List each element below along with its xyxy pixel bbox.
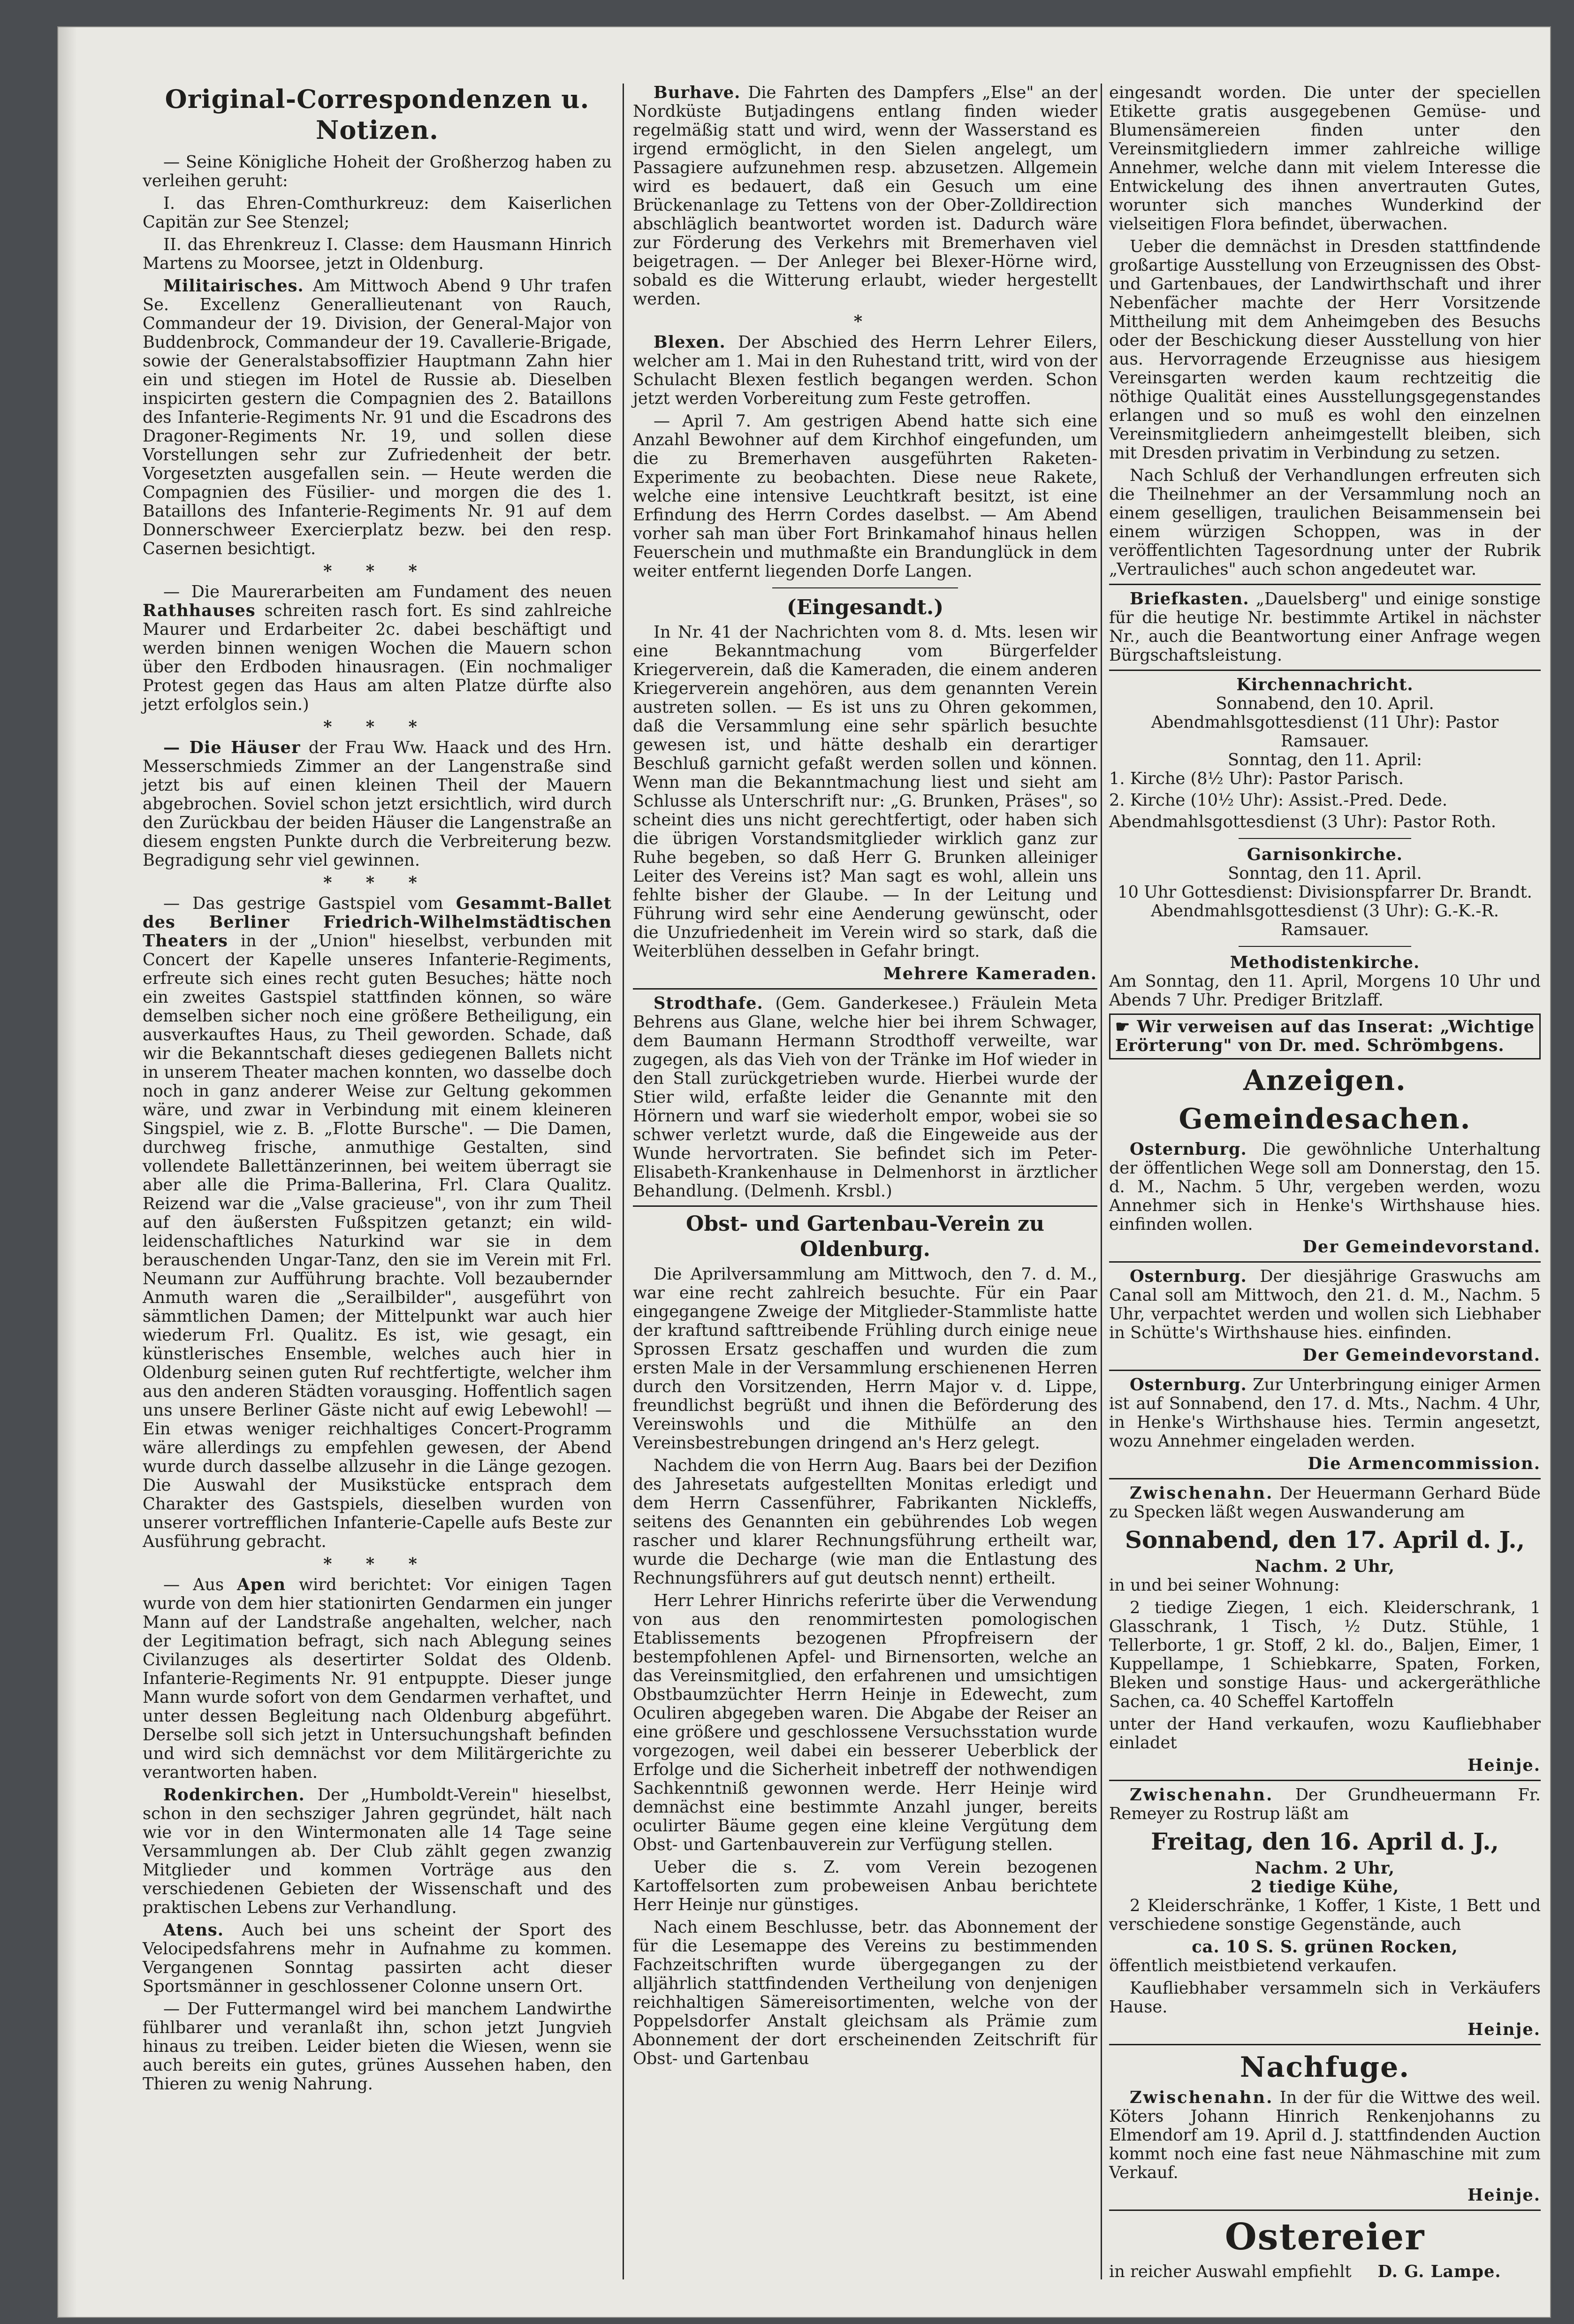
article-text: Nach einem Beschlusse, betr. das Abonnement der für die Lesemappe des Vereins zu bestimmenden Fachzeitschriften wurde übergegangen zu der alljährlich stattfindenden Vertheilung von denjenigen reichhaltigen Sämereisortimenten, welche von der Poppelsdorfer Anstalt gleichsam als Prämie zum Abonnement der dort erscheinenden Zeitschrift für Obst- und Gartenbau xyxy=(633,1918,1097,2068)
ad-zwischenahn xyxy=(1109,1484,1541,1522)
article-text: Nach Schluß der Verhandlungen erfreuten sich die Theilnehmer an der Versammlung noch an einem geselligen, traulichen Beisammensein bei einem würzigen Schoppen, was in der veröffentlichten Tagesordnung unter der Rubrik „Vertrauliches" auch schon angedeutet war. xyxy=(1109,466,1541,579)
church-line: 10 Uhr Gottesdienst: Divisionspfarrer Dr. Brandt. xyxy=(1118,883,1532,902)
article-title: Militairisches. xyxy=(163,276,304,296)
ad-signature: Heinje. xyxy=(1468,2020,1541,2039)
hint-box: ☛ Wir verweisen auf das Inserat: „Wichtige Erörterung" von Dr. med. Schrömbgens. xyxy=(1109,1013,1541,1059)
article-title: Rathhauses xyxy=(143,601,256,620)
divider xyxy=(1109,2044,1541,2045)
ad-osternburg xyxy=(1109,1267,1541,1342)
section-title: Anzeigen. xyxy=(1243,1064,1407,1097)
article-text: „Dauelsberg" und einige sonstige für die heutige Nr. bestimmte Artikel in nächster Nr., auch die Beantwortung einer Anfrage wegen Bürgschaftsleistung. xyxy=(1109,589,1541,665)
separator-stars: * * * xyxy=(323,717,431,737)
church-line: Abendmahlsgottesdienst (3 Uhr): Pastor Roth. xyxy=(1109,812,1497,831)
divider xyxy=(1109,2210,1541,2211)
article-rodenkirchen xyxy=(143,1786,612,1917)
church-title: Garnisonkirche. xyxy=(1247,845,1403,864)
divider xyxy=(772,587,958,588)
article-strodthafe xyxy=(633,994,1097,1201)
ad-items: 2 tiedige Ziegen, 1 eich. Kleiderschrank, 1 Glasschrank, 1 Tisch, ½ Dutz. Stühle, 1 Tellerborte, 1 gr. Stoff, 2 kl. do., Baljen, Eimer, 1 Kuppellampe, 1 Schiebkarre, Spaten, Forken, Bleken und sonstige Haus- und ackergeräthliche Sachen, ca. 40 Scheffel Kartoffeln xyxy=(1109,1598,1541,1711)
ad-zwischenahn xyxy=(1109,1786,1541,1823)
ad-text: Der diesjährige Graswuchs am Canal soll am Mittwoch, den 21. d. M., Nachm. 5 Uhr, verpachtet werden und wollen sich Liebhaber in Schütte's Wirthshause hies. einfinden. xyxy=(1109,1267,1541,1342)
ad-text: Kaufliebhaber versammeln sich in Verkäufers Hause. xyxy=(1109,1979,1541,2017)
church-line: Abendmahlsgottesdienst (3 Uhr): G.-K.-R. Ramsauer. xyxy=(1151,901,1499,939)
article-text: Ueber die demnächst in Dresden stattfindende großartige Ausstellung von Erzeugnissen des Obst- und Gartenbaues, der Landwirthschaft und ihrer Nebenfächer machte der Herr Vorsitzende Mittheilung mit dem Anheimgeben des Besuchs oder der Beschickung dieser Ausstellung von hier aus. Hervorragende Erzeugnisse aus hiesigem Vereinsgarten werden kaum rechtzeitig die nöthige Qualität eines Ausstellungsgegenstandes erlangen und so muß es wohl den einzelnen Vereinsmitgliedern anheimgestellt bleiben, sich mit Dresden privatim in Verbindung zu setzen. xyxy=(1109,237,1541,463)
article-rathaus xyxy=(143,583,612,714)
ad-text: Zur Unterbringung einiger Armen ist auf Sonnabend, den 17. d. Mts., Nachm. 4 Uhr, in Henke's Wirthshause hies. Termin angesetzt, wozu Annehmer eingeladen werden. xyxy=(1109,1375,1541,1451)
article-title: Strodthafe. xyxy=(654,994,763,1013)
article-title: Blexen. xyxy=(654,333,726,352)
ad-date: Sonnabend, den 17. April d. J., xyxy=(1125,1526,1525,1554)
ad-title: Osternburg. xyxy=(1130,1140,1247,1159)
ad-item: 2 tiedige Kühe, xyxy=(1250,1877,1399,1897)
article-text: Auch bei uns scheint der Sport des Velocipedsfahrens mehr in Aufnahme zu kommen. Vergangenen Sonntag passirten acht dieser Sportsmänner in geschlossener Colonne unsern Ort. xyxy=(143,1920,612,1996)
column-1 xyxy=(143,84,612,2097)
section-title: Gemeindesachen. xyxy=(1179,1103,1471,1135)
ad-title: Zwischenahn. xyxy=(1130,1785,1274,1805)
divider xyxy=(1109,1780,1541,1781)
article-burhave xyxy=(633,84,1097,309)
divider xyxy=(1239,838,1411,839)
ad-osternburg xyxy=(1109,1140,1541,1234)
article-text: in der „Union" hieselbst, verbunden mit Concert der Kapelle unseres Infanterie-Regiments, erfreute sich eines recht guten Besuches; hätte noch ein zweites Gastspiel stattfinden können, so wäre demselben sicher noch eine größere Betheiligung, ein ausverkauftes Haus, zu Theil geworden. Schade, daß wir die Bekanntschaft dieses gediegenen Ballets nicht in unserem Theater machen konnten, wo dasselbe doch noch in ganz anderer Weise zur Geltung gekommen wäre, und zwar in Verbindung mit einem kleineren Singspiel, wie z. B. „Flotte Bursche". — Die Damen, durchweg frische, anmuthige Gestalten, sind vollendete Ballettänzerinnen, bei weitem überragt sie aber alle die Prima-Ballerina, Frl. Clara Qualitz. Reizend war die „Valse gracieuse", von ihr zum Theil auf den äußersten Fußspitzen getanzt; ein wild-leidenschaftliches Naturkind war sie in dem berauschenden Ungar-Tanz, den sie im Verein mit Frl. Neumann zur Aufführung brachte. Voll bezaubernder Anmuth waren die „Serailbilder", ausgeführt von sämmtlichen Damen; der Mittelpunkt war auch hier wiederum Frl. Qualitz. Es ist, wie gesagt, ein künstlerisches Ensemble, welches auch hier in Oldenburg seinen guten Ruf rechtfertigte, welcher ihm aus den anderen Städten vorausging. Hoffentlich sagen uns unsere Berliner Gäste nicht auf ewig Lebewohl! — Ein etwas weniger reichhaltiges Concert-Programm wäre allerdings zu empfehlen gewesen, der Abend wurde durch dasselbe allzusehr in die Länge gezogen. Die Auswahl der Musikstücke entsprach dem Charakter des Gastspiels, dieselben wurden von unserer vortrefflichen Infanterie-Capelle aufs Beste zur Ausführung gebracht. xyxy=(143,931,612,1551)
article-title: (Eingesandt.) xyxy=(786,595,944,619)
article-text: wird berichtet: Vor einigen Tagen wurde von dem hier stationirten Gendarmen ein junger Mann auf der Landstraße angehalten, welcher, nach der Legitimation befragt, sich nach Ablegung seines Civilanzuges als desertirter Soldat des Oldenb. Infanterie-Regiments Nr. 91 entpuppte. Dieser junge Mann wurde sofort von dem Gendarmen verhaftet, und unter dessen Begleitung nach Oldenburg abgeführt. Derselbe soll sich jetzt in Untersuchungshaft befinden und wird sich demnächst vor dem Militärgerichte zu verantworten haben. xyxy=(143,1575,612,1782)
article-text: — Der Futtermangel wird bei manchem Landwirthe fühlbarer und veranlaßt ihn, schon jetzt Jungvieh hinaus zu treiben. Leider bieten die Wiesen, wenn sie auch bereits ein gutes, grünes Aussehen haben, den Thieren zu wenig Nahrung. xyxy=(143,1999,612,2094)
church-line: Sonntag, den 11. April. xyxy=(1228,864,1422,883)
separator-stars: * * * xyxy=(323,873,431,892)
church-line: Am Sonntag, den 11. April, Morgens 10 Uhr und Abends 7 Uhr. Prediger Britzlaff. xyxy=(1109,972,1541,1010)
article-source: (Delmenh. Krsbl.) xyxy=(744,1181,892,1201)
article-text: Die Aprilversammlung am Mittwoch, den 7. d. M., war eine recht zahlreich besuchte. Für ein Paar eingegangene Zweige der Mitglieder-Stammliste hatte der kraftund safttreibende Frühling durch einige neue Sprossen Ersatz geschaffen und wurden die zum ersten Male in der Versammlung erschienenen Herren durch den Vorsitzenden, Herrn Major v. d. Lippe, freundlichst begrüßt und ihnen die Beförderung des Vereinswohls und die Mithülfe an den Vereinsbestrebungen dringend an's Herz gelegt. xyxy=(633,1265,1097,1453)
article-military xyxy=(143,277,612,558)
article-text: In Nr. 41 der Nachrichten vom 8. d. Mts. lesen wir eine Bekanntmachung vom Bürgerfelder Kriegerverein, daß die Kameraden, die einem anderen Kriegerverein angehören, aus dem genannten Verein austreten sollen. — Es ist uns zu Ohren gekommen, daß die Versammlung eine sehr spärlich besuchte gewesen ist, und hätte deshalb ein derartiger Beschluß garnicht gefaßt werden sollen und können. Wenn man die Bekanntmachung liest und sieht am Schlusse als Unterschrift nur: „G. Brunken, Präses", so scheint dies uns nicht gerechtfertigt, oder haben sich die übrigen Vorstandsmitglieder wirklich ganz zur Ruhe begeben, so daß Herr G. Brunken alleiniger Leiter des Vereins ist? Man sagt es wohl, allein uns fehlte bisher der Glaube. — In der Leitung und Führung wird sehr eine Aenderung gewünscht, oder die Unzufriedenheit im Verein wird so stark, daß die Weiterblühen desselben in Gefahr bringt. xyxy=(633,623,1097,961)
ad-text: In der für die Wittwe des weil. Köters Johann Hinrich Renkenjohanns zu Elmendorf am 19. April d. J. stattfindenden Auction kommt noch eine fast neue Nähmaschine mit zum Verkauf. xyxy=(1109,2088,1541,2182)
ad-items: 2 Kleiderschränke, 1 Koffer, 1 Kiste, 1 Bett und verschiedene sonstige Gegenstände, auch xyxy=(1109,1896,1541,1934)
article-ballet xyxy=(143,894,612,1551)
ad-time: Nachm. 2 Uhr, xyxy=(1255,1859,1395,1878)
column-3 xyxy=(1109,84,1541,2285)
divider xyxy=(1109,670,1541,671)
ad-title-large: Ostereier xyxy=(1224,2216,1425,2258)
ad-text: Die gewöhnliche Unterhaltung der öffentlichen Wege soll am Donnerstag, den 15. d. M., Nachm. 5 Uhr, vergeben werden, wozu Annehmer sich in Henke's Wirthshause hies. einfinden wollen. xyxy=(1109,1140,1541,1234)
ad-text: Der Heuermann Gerhard Büde zu Specken läßt wegen Auswanderung am xyxy=(1109,1484,1541,1522)
ad-signature: Heinje. xyxy=(1468,1756,1541,1775)
article-title: Apen xyxy=(237,1575,286,1594)
article-text: Nachdem die von Herrn Aug. Baars bei der Dezifion des Jahresetats aufgestellten Monitas erledigt und dem Herrn Cassenführer, Fabrikanten Nickleffs, seitens des Genannten ein gebührendes Lob wegen rascher und klarer Rechnungsführung ertheilt war, wurde die Decharge (wie man die Entlastung des Rechnungsführers auf gut deutsch nennt) ertheilt. xyxy=(633,1456,1097,1588)
church-line: 1. Kirche (8½ Uhr): Pastor Parisch. xyxy=(1109,769,1404,788)
column-rule xyxy=(623,84,624,2279)
article-text: Herr Lehrer Hinrichs referirte über die Verwendung von aus den renommirtesten pomologischen Etablissements bezogenen Pfropfreisern der bestempfohlenen Apfel- und Birnensorten, welche an das Vereinsmitglied, den erfahrenen und umsichtigen Obstbaumzüchter Herrn Heinje in Edewecht, zum Oculiren abgegeben waren. Die Abgabe der Reiser an eine größere und geschlossene Versuchsstation wurde vorgezogen, weil dabei ein besserer Ueberblick der Erfolge und die Sicherheit inbetreff der nothwendigen Sachkenntniß gewonnen werde. Herr Heinje wird demnächst eine bestimmte Anzahl junger, bereits oculirter Bäume gegen eine kleine Vergütung dem Obst- und Gartenbauverein zur Verfügung stellen. xyxy=(633,1591,1097,1854)
article-title: Atens. xyxy=(163,1920,224,1940)
article-text: — Aus xyxy=(163,1575,224,1594)
divider xyxy=(1109,1478,1541,1479)
ad-text: Der Grundheuermann Fr. Remeyer zu Rostrup läßt am xyxy=(1109,1785,1541,1823)
ad-signature: Heinje. xyxy=(1468,2186,1541,2205)
ad-date: Freitag, den 16. April d. J., xyxy=(1151,1828,1499,1855)
article-text: (Gem. Ganderkesee.) Fräulein Meta Behrens aus Glane, welche hier bei ihrem Schwager, dem Baumann Hermann Strodthoff verweilte, war zugegen, als das Vieh von der Tränke im Hof wieder in den Stall zurückgetrieben wurde. Hierbei wurde der Stier wild, erfaßte leider die Genannte mit den Hörnern und warf sie wiederholt empor, wobei sie so schwer verletzt wurde, daß die Eingeweide aus der Wunde hervortraten. Sie befindet sich im Peter-Elisabeth-Krankenhause in Delmenhorst in ärztlicher Behandlung. xyxy=(633,994,1097,1201)
church-line: 2. Kirche (10½ Uhr): Assist.-Pred. Dede. xyxy=(1109,791,1448,810)
column-rule xyxy=(1101,84,1102,2279)
ad-title: Zwischenahn. xyxy=(1130,2088,1274,2107)
church-title: Methodistenkirche. xyxy=(1230,953,1420,972)
ad-item: ca. 10 S. S. grünen Rocken, xyxy=(1192,1937,1458,1957)
briefkasten xyxy=(1109,590,1541,665)
church-title: Kirchennachricht. xyxy=(1236,675,1414,694)
ad-signature: Der Gemeindevorstand. xyxy=(1302,1237,1541,1257)
ad-signature: Der Gemeindevorstand. xyxy=(1302,1346,1541,1365)
church-line: Abendmahlsgottesdienst (11 Uhr): Pastor Ramsauer. xyxy=(1151,713,1499,751)
article-text: der Frau Ww. Haack und des Hrn. Messerschmieds Zimmer an der Langenstraße sind jetzt bis auf einen kleinen Theil der Mauern abgebrochen. Soviel schon jetzt ersichtlich, wird durch den Zurückbau der beiden Häuser die Langenstraße an diesem engsten Punkte durch die Verbreiterung bezw. Begradigung sehr viel gewinnen. xyxy=(143,738,612,870)
divider xyxy=(1109,1370,1541,1371)
article-atens xyxy=(143,1921,612,1996)
ad-title: Osternburg. xyxy=(1130,1267,1247,1286)
section-header: Original-Correspondenzen u. Notizen. xyxy=(165,84,590,145)
article-text: Der „Humboldt-Verein" hieselbst, schon in den sechsziger Jahren gegründet, hält nach wie vor in den Wintermonaten alle 14 Tage seine Versammlungen ab. Der Club zählt gegen zwanzig Mitglieder und kommen Vorträge aus den verschiedenen Gebieten der Wissenschaft und des praktischen Lebens zur Verhandlung. xyxy=(143,1785,612,1917)
article-title: Burhave. xyxy=(654,83,741,102)
ad-title: Zwischenahn. xyxy=(1130,1484,1274,1503)
article-text: schreiten rasch fort. Es sind zahlreiche Maurer und Erdarbeiter 2c. dabei beschäftigt und werden binnen wenigen Wochen die Mauern schon über den Erdboden hinausragen. (Ein nochmaliger Protest gegen das Haus am alten Platze dürfte also jetzt erfolglos sein.) xyxy=(143,601,612,714)
separator-stars: * * * xyxy=(323,1554,431,1574)
article-text: eingesandt worden. Die unter der speciellen Etikette gratis ausgegebenen Gemüse- und Blumensämereien finden unter den Vereinsmitgliedern immer zahlreiche willige Annehmer, welche dann mit vielem Interesse die Entwickelung des ihnen anvertrauten Gutes, worunter sich manches Wunderkind der vielseitigen Flora befindet, überwachen. xyxy=(1109,83,1541,234)
newspaper-page xyxy=(58,27,1550,2317)
article-haeuser xyxy=(143,739,612,870)
ad-osternburg xyxy=(1109,1376,1541,1451)
ad-signature: Die Armencommission. xyxy=(1308,1454,1541,1473)
divider xyxy=(633,1205,1097,1207)
church-line: Sonntag, den 11. April: xyxy=(1227,750,1422,770)
ad-title: Osternburg. xyxy=(1130,1375,1247,1394)
article-text: — Das gestrige Gastspiel vom xyxy=(163,894,443,913)
article-title: Rodenkirchen. xyxy=(163,1785,305,1805)
divider xyxy=(1109,1261,1541,1263)
ad-text: unter der Hand verkaufen, wozu Kaufliebhaber einladet xyxy=(1109,1714,1541,1753)
article-text: — Die Maurerarbeiten am Fundament des neuen xyxy=(163,582,612,602)
divider xyxy=(1239,946,1411,947)
article-blexen xyxy=(633,333,1097,408)
article-text: Ueber die s. Z. vom Verein bezogenen Kartoffelsorten zum probeweisen Anbau berichtete Herr Heinje nur günstiges. xyxy=(633,1858,1097,1914)
church-line: Sonnabend, den 10. April. xyxy=(1216,694,1434,713)
article-signature: Mehrere Kameraden. xyxy=(883,964,1097,983)
divider xyxy=(633,988,1097,990)
article-text: II. das Ehrenkreuz I. Classe: dem Hausmann Hinrich Martens zu Moorsee, jetzt in Oldenburg. xyxy=(143,235,612,273)
section-title: Nachfuge. xyxy=(1239,2051,1410,2084)
ad-text: in und bei seiner Wohnung: xyxy=(1109,1576,1340,1595)
article-text: Die Fahrten des Dampfers „Else" an der Nordküste Butjadingens entlang finden wieder regelmäßig statt und wird, wenn der Wasserstand es irgend ermöglicht, in den Sielen angelegt, um Passagiere aufzunehmen resp. abzusetzen. Allgemein wird es bedauert, daß ein Gesuch um eine Brückenanlage zu Tettens von der Ober-Zolldirection abschläglich beantwortet worden ist. Dadurch wäre zur Förderung des Verkehrs mit Bremerhaven viel beigetragen. — Der Anleger bei Blexer-Hörne wird, sobald es die Witterung erlaubt, wieder hergestellt werden. xyxy=(633,83,1097,309)
divider xyxy=(1109,584,1541,585)
ad-text: in reicher Auswahl empfiehlt xyxy=(1109,2262,1352,2281)
ad-zwischenahn xyxy=(1109,2088,1541,2182)
column-2 xyxy=(633,84,1097,2072)
article-text: — Seine Königliche Hoheit der Großherzog haben zu verleihen geruht: xyxy=(143,152,612,190)
article-title: Obst- und Gartenbau-Verein zu Oldenburg. xyxy=(685,1212,1044,1261)
separator-star: * xyxy=(853,312,877,331)
article-title: Gesammt-Ballet des Berliner Friedrich-Wilhelmstädtischen Theaters xyxy=(143,894,612,951)
ad-oster xyxy=(1109,2263,1541,2281)
article-text: Am Mittwoch Abend 9 Uhr trafen Se. Excellenz Generallieutenant von Rauch, Commandeur der 19. Division, der General-Major von Buddenbrock, Commandeur der 19. Cavallerie-Brigade, sowie der Generalstabsoffizier Hauptmann Zahn hier ein und stiegen im Hotel de Russie ab. Dieselben inspicirten gestern die Compagnien des 2. Bataillons des Infanterie-Regiments Nr. 91 und die Escadrons des Dragoner-Regiments Nr. 19, und sollen diese Vorstellungen sehr zur Zufriedenheit der betr. Vorgesetzten ausgefallen sein. — Heute werden die Compagnien des Füsilier- und morgen die des 1. Bataillons des Infanterie-Regiments Nr. 91 auf dem Donnerschweer Exercierplatz bezw. bei den resp. Casernen besichtigt. xyxy=(143,276,612,558)
ad-signature: D. G. Lampe. xyxy=(1377,2262,1501,2281)
article-apen xyxy=(143,1576,612,1782)
article-text: Der Abschied des Herrn Lehrer Eilers, welcher am 1. Mai in den Ruhestand tritt, wird von der Schulacht Blexen festlich begangen werden. Schon jetzt werden Vorbereitung zum Feste getroffen. xyxy=(633,333,1097,408)
article-text: — April 7. Am gestrigen Abend hatte sich eine Anzahl Bewohner auf dem Kirchhof eingefunden, um die zu Bremerhaven ausgeführten Raketen-Experimente zu beobachten. Diese neue Rakete, welche eine intensive Leuchtkraft besitzt, ist eine Erfindung des Herrn Cordes daselbst. — Am Abend vorher sah man über Fort Brinkamahof hinaus hellen Feuerschein und muthmaßte ein Brandunglück in dem weiter entfernt liegenden Dorfe Langen. xyxy=(633,411,1097,581)
article-title: — Die Häuser xyxy=(163,738,301,757)
separator-stars: * * * xyxy=(323,562,431,581)
ad-text: öffentlich meistbietend verkaufen. xyxy=(1109,1956,1397,1975)
article-text: I. das Ehren-Comthurkreuz: dem Kaiserlichen Capitän zur See Stenzel; xyxy=(143,194,612,232)
ad-time: Nachm. 2 Uhr, xyxy=(1255,1557,1395,1576)
article-title: Briefkasten. xyxy=(1130,589,1249,609)
